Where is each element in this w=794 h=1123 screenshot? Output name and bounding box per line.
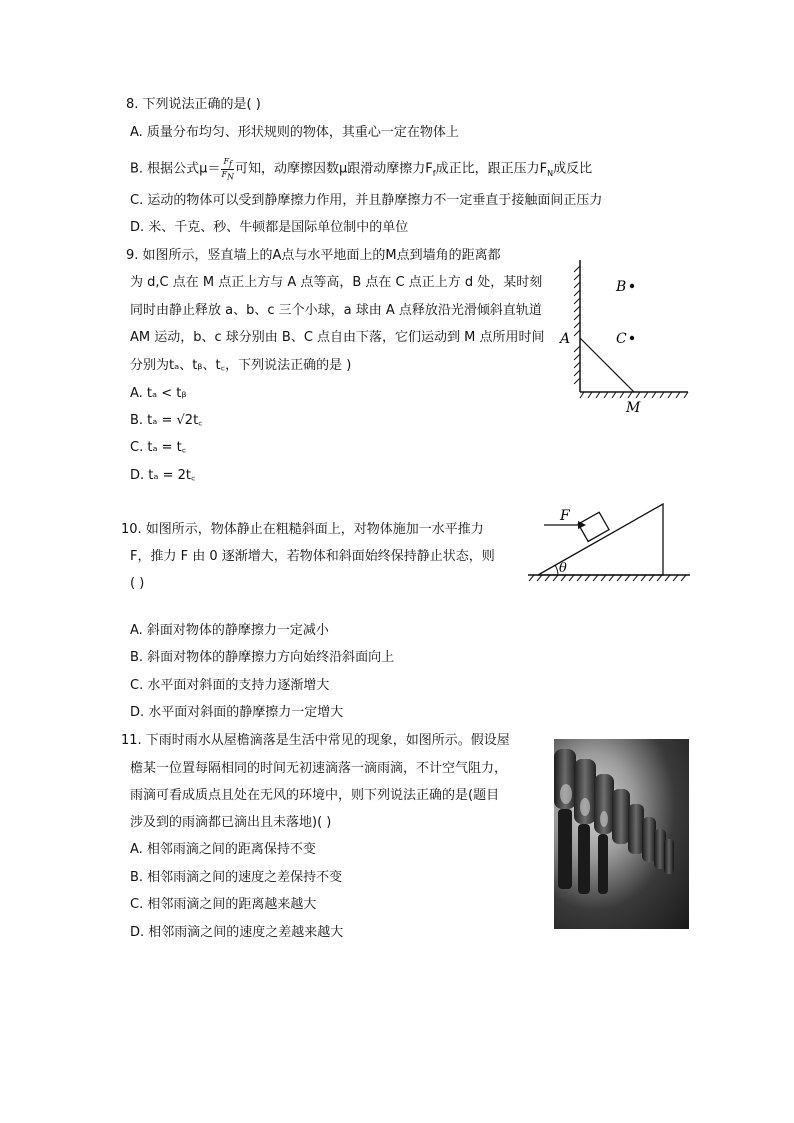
q9-label-B: B bbox=[616, 279, 627, 295]
q11-stem-line2: 檐某一位置每隔相同的时间无初速滴落一滴雨滴，不计空气阻力， bbox=[130, 761, 508, 776]
q11-option-b: B. 相邻雨滴之间的速度之差保持不变 bbox=[130, 870, 343, 885]
q10-option-a: A. 斜面对物体的静摩擦力一定减小 bbox=[130, 623, 329, 638]
q9-option-d: D. tₐ = 2t꜀ bbox=[130, 468, 196, 483]
q9-option-a: A. tₐ < tᵦ bbox=[130, 386, 187, 401]
q9-label-A: A bbox=[560, 331, 571, 347]
q10-figure bbox=[524, 498, 694, 588]
q8-option-d: D. 米、千克、秒、牛顿都是国际单位制中的单位 bbox=[130, 220, 409, 235]
q10-theta-label: θ bbox=[559, 561, 567, 576]
q9-label-C: C bbox=[616, 331, 627, 347]
q9-stem-line4: AM 运动，b、c 球分别由 B、C 点自由下落，它们运动到 M 点所用时间 bbox=[130, 330, 545, 345]
q9-label-M: M bbox=[626, 400, 641, 416]
q8-option-c: C. 运动的物体可以受到静摩擦力作用，并且静摩擦力不一定垂直于接触面间正压力 bbox=[130, 193, 603, 208]
q10-option-d: D. 水平面对斜面的静摩擦力一定增大 bbox=[130, 705, 344, 720]
q9-stem-line5: 分别为tₐ、tᵦ、t꜀，下列说法正确的是 ) bbox=[130, 358, 352, 373]
q10-stem-line1: 10. 如图所示，物体静止在粗糙斜面上，对物体施加一水平推力 bbox=[121, 522, 484, 537]
q8-stem: 8. 下列说法正确的是( ) bbox=[126, 97, 261, 112]
q8-option-b: B. 根据公式μ＝ $\frac{F_f}{F_N}$ 可知，动摩擦因数μ跟滑动摩擦力$F_f$成正比，跟正压力$F_N$成反比 bbox=[130, 157, 593, 182]
q8-option-a: A. 质量分布均匀、形状规则的物体，其重心一定在物体上 bbox=[130, 125, 459, 140]
q11-option-d: D. 相邻雨滴之间的速度之差越来越大 bbox=[130, 925, 344, 940]
q10-stem-line3: ( ) bbox=[130, 576, 145, 591]
q9-stem-line2: 为 d,C 点在 M 点正上方与 A 点等高，B 点在 C 点正上方 d 处，某时刻 bbox=[130, 275, 543, 290]
q8-b-text3: 成反比 bbox=[553, 161, 593, 177]
q8-b-prefix: B. 根据公式μ＝ bbox=[130, 161, 221, 177]
q9-option-c: C. tₐ = t꜀ bbox=[130, 440, 187, 455]
q8-b-text1: 可知，动摩擦因数μ跟滑动摩擦力F bbox=[235, 161, 433, 177]
q9-stem-line3: 同时由静止释放 a、b、c 三个小球，a 球由 A 点释放沿光滑倾斜直轨道 bbox=[130, 303, 542, 318]
q8-b-text2: 成正比，跟正压力F bbox=[435, 161, 548, 177]
q10-option-b: B. 斜面对物体的静摩擦力方向始终沿斜面向上 bbox=[130, 650, 395, 665]
q9-stem-line1: 9. 如图所示，竖直墙上的A点与水平地面上的M点到墙角的距离都 bbox=[126, 248, 501, 263]
q11-stem-line1: 11. 下雨时雨水从屋檐滴落是生活中常见的现象，如图所示。假设屋 bbox=[121, 733, 510, 748]
q9-figure bbox=[550, 252, 695, 417]
q11-option-a: A. 相邻雨滴之间的距离保持不变 bbox=[130, 842, 316, 857]
q11-stem-line4: 涉及到的雨滴都已滴出且未落地)( ) bbox=[130, 815, 332, 830]
q9-option-b: B. tₐ = √2t꜀ bbox=[130, 413, 203, 428]
formula-fraction: $\frac{F_f}{F_N}$ bbox=[221, 157, 235, 182]
q10-option-c: C. 水平面对斜面的支持力逐渐增大 bbox=[130, 678, 330, 693]
q10-force-label: F bbox=[560, 508, 570, 524]
q10-stem-line2: F，推力 F 由 0 逐渐增大，若物体和斜面始终保持静止状态，则 bbox=[130, 549, 495, 564]
q11-stem-line3: 雨滴可看成质点且处在无风的环境中，则下列说法正确的是(题目 bbox=[130, 788, 500, 803]
eaves-raindrop-photo bbox=[554, 739, 689, 929]
q11-option-c: C. 相邻雨滴之间的距离越来越大 bbox=[130, 897, 317, 912]
